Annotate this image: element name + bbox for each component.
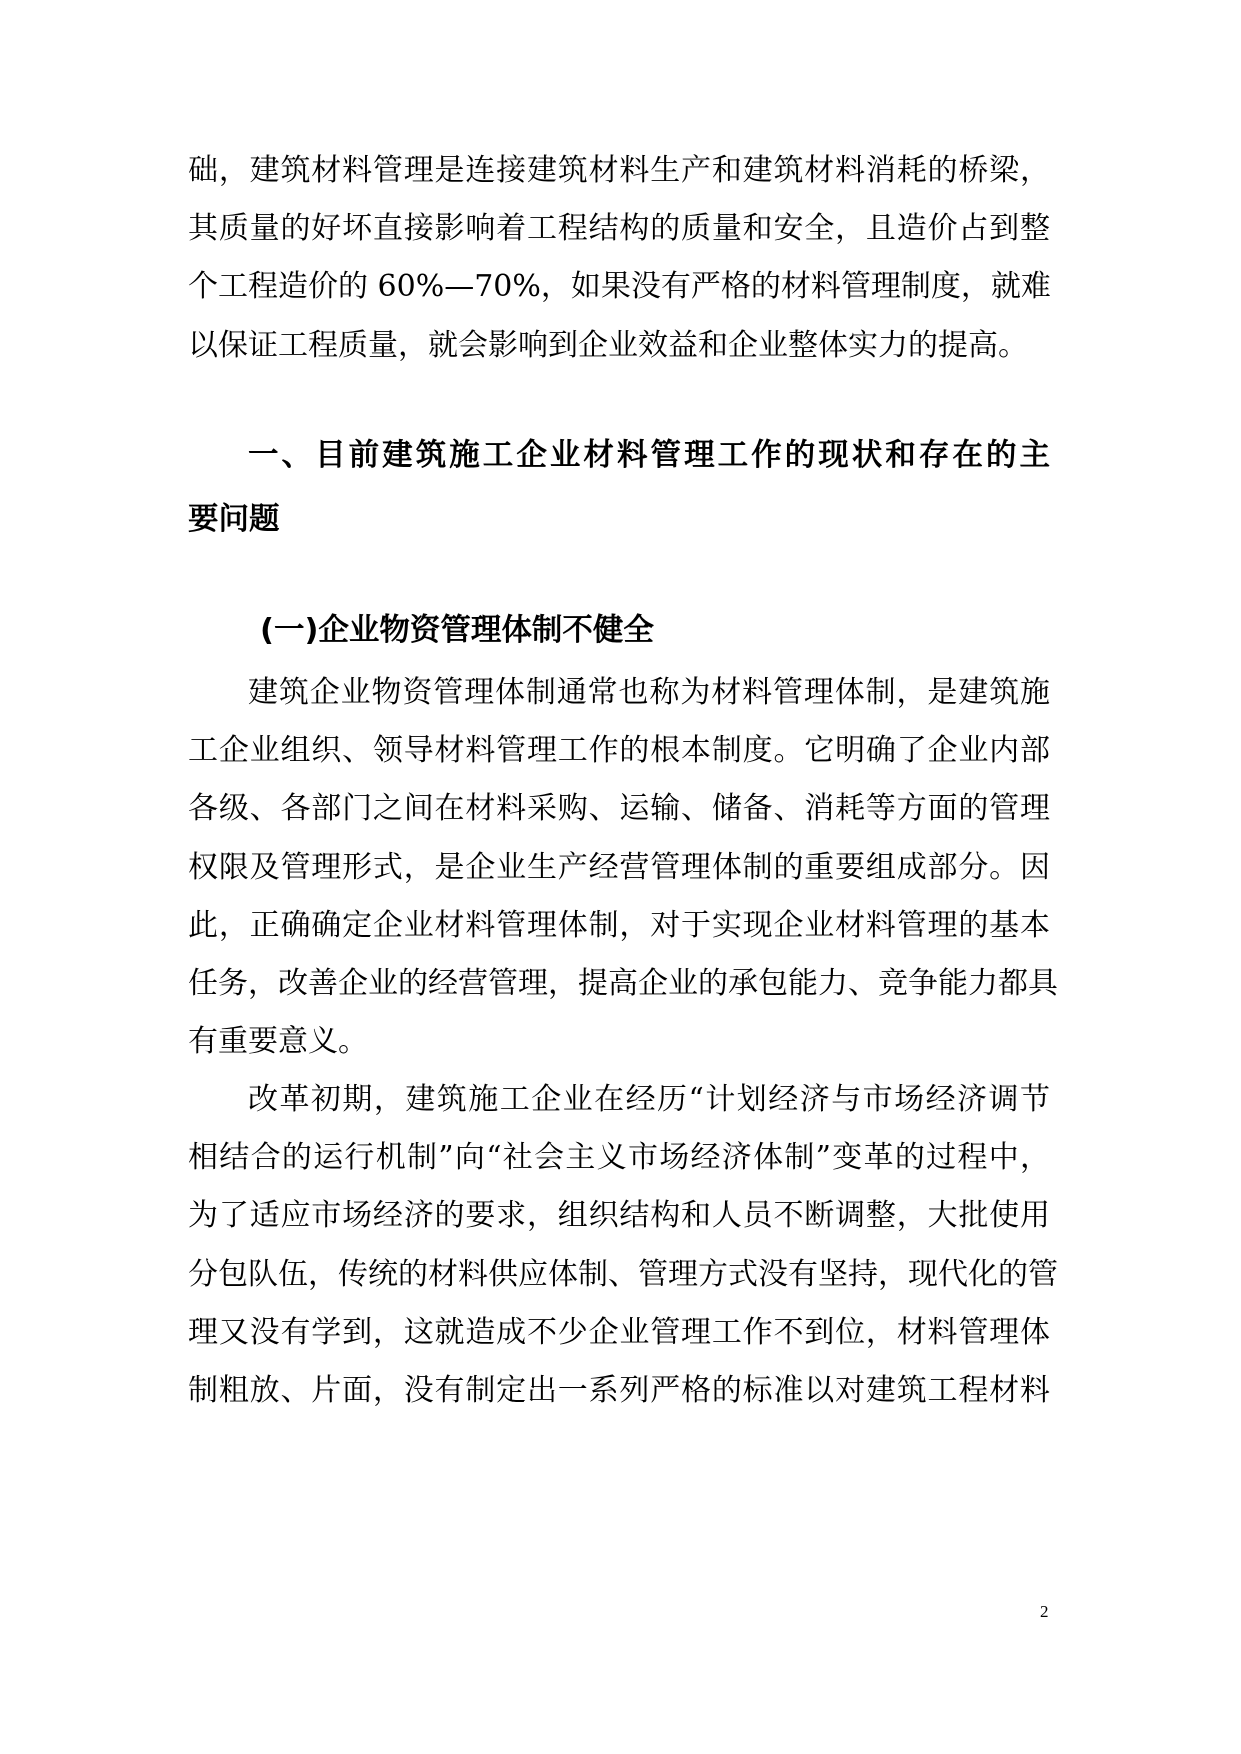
section-heading-line-1: 一、目前建筑施工企业材料管理工作的现状和存在的主 [248, 438, 1050, 473]
para1-line-3: 各级、各部门之间在材料采购、运输、储备、消耗等方面的管理 [188, 791, 1050, 827]
para2-line-1: 改革初期，建筑施工企业在经历“计划经济与市场经济调节 [248, 1082, 1050, 1117]
para1-line-7: 有重要意义。 [188, 1024, 368, 1060]
section-heading-line-2: 要问题 [188, 502, 280, 537]
para1-line-6: 任务，改善企业的经营管理，提高企业的承包能力、竞争能力都具 [188, 966, 1058, 1002]
paragraph-1 [188, 664, 1058, 1071]
para2-line-3: 为了适应市场经济的要求，组织结构和人员不断调整，大批使用 [188, 1198, 1050, 1234]
para1-line-5: 此，正确确定企业材料管理体制，对于实现企业材料管理的基本 [188, 907, 1050, 943]
para1-line-4: 权限及管理形式，是企业生产经营管理体制的重要组成部分。因 [188, 849, 1050, 885]
para2-line-6: 制粗放、片面，没有制定出一系列严格的标准以对建筑工程材料 [188, 1373, 1050, 1409]
para2-line-5: 理又没有学到，这就造成不少企业管理工作不到位，材料管理体 [188, 1314, 1050, 1350]
intro-line-1: 础，建筑材料管理是连接建筑材料生产和建筑材料消耗的桥梁， [188, 153, 1050, 188]
section-heading [188, 424, 1050, 552]
page-number: 2 [1040, 1602, 1049, 1621]
intro-paragraph [188, 142, 1050, 375]
para2-line-2: 相结合的运行机制”向“社会主义市场经济体制”变革的过程中， [188, 1140, 1050, 1176]
intro-line-4: 以保证工程质量，就会影响到企业效益和企业整体实力的提高。 [188, 327, 1028, 363]
intro-line-2: 其质量的好坏直接影响着工程结构的质量和安全，且造价占到整 [188, 211, 1050, 247]
intro-line-3: 个工程造价的 60%—70%，如果没有严格的材料管理制度，就难 [188, 269, 1051, 305]
para1-line-2: 工企业组织、领导材料管理工作的根本制度。它明确了企业内部 [188, 733, 1050, 769]
subsection-heading: (一)企业物资管理体制不健全 [260, 613, 654, 648]
para2-line-4: 分包队伍，传统的材料供应体制、管理方式没有坚持，现代化的管 [188, 1256, 1058, 1292]
para1-line-1: 建筑企业物资管理体制通常也称为材料管理体制，是建筑施 [248, 675, 1050, 710]
paragraph-2 [188, 1071, 1058, 1420]
